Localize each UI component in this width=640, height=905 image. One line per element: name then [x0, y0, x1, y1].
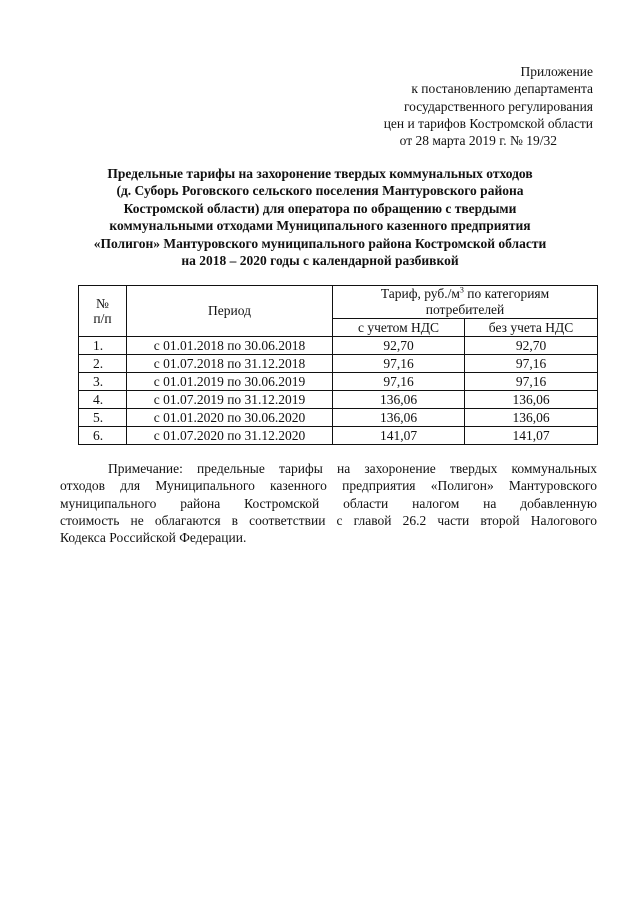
row-period: с 01.01.2018 по 30.06.2018: [127, 337, 333, 355]
row-with-vat: 136,06: [333, 391, 465, 409]
table-row: [79, 373, 598, 391]
row-with-vat: 97,16: [333, 373, 465, 391]
appendix-date-line: от 28 марта 2019 г. № 19/32: [399, 133, 557, 149]
header-tariff-text-cont: по категориям: [463, 286, 550, 301]
row-period: с 01.01.2020 по 30.06.2020: [127, 409, 333, 427]
row-without-vat: 136,06: [465, 409, 598, 427]
tariffs-table: [78, 285, 598, 445]
title-line: Предельные тарифы на захоронение твердых коммунальных отходов: [107, 166, 533, 181]
row-with-vat: 136,06: [333, 409, 465, 427]
header-without-vat: без учета НДС: [465, 319, 598, 337]
row-number: 1.: [79, 337, 127, 355]
row-without-vat: 97,16: [465, 373, 598, 391]
row-number: 3.: [79, 373, 127, 391]
appendix-line: Приложение: [520, 64, 593, 79]
note-line: Кодекса Российской Федерации.: [60, 530, 247, 546]
note-line: Примечание: предельные тарифы на захоронение твердых коммунальных: [108, 461, 597, 476]
appendix-line: государственного регулирования: [403, 98, 593, 114]
header-number-sign: №: [96, 296, 109, 311]
row-period: с 01.07.2018 по 31.12.2018: [127, 355, 333, 373]
row-without-vat: 92,70: [465, 337, 598, 355]
note-line: муниципального района Костромской области налогом на добавленную: [60, 495, 597, 511]
appendix-block: [384, 63, 593, 149]
table-row: [79, 355, 598, 373]
table-row: [79, 427, 598, 445]
row-period: с 01.01.2019 по 30.06.2019: [127, 373, 333, 391]
table-row: [79, 337, 598, 355]
header-number: [79, 286, 127, 337]
title-line: коммунальными отходами Муниципального казенного предприятия: [109, 218, 531, 234]
header-tariff: [333, 286, 598, 319]
appendix-line: к постановлению департамента: [411, 81, 593, 97]
table-row: [79, 409, 598, 427]
row-without-vat: 141,07: [465, 427, 598, 445]
note-line: отходов для Муниципального казенного предприятия «Полигон» Мантуровского: [60, 478, 597, 494]
note-line: стоимость не облагаются в соответствии с главой 26.2 части второй Налогового: [60, 512, 597, 528]
header-tariff-line2: потребителей: [425, 302, 505, 317]
row-number: 6.: [79, 427, 127, 445]
row-without-vat: 97,16: [465, 355, 598, 373]
row-with-vat: 141,07: [333, 427, 465, 445]
appendix-line: цен и тарифов Костромской области: [383, 115, 593, 131]
row-period: с 01.07.2019 по 31.12.2019: [127, 391, 333, 409]
row-number: 2.: [79, 355, 127, 373]
row-with-vat: 97,16: [333, 355, 465, 373]
header-tariff-superscript: 3: [459, 285, 464, 295]
header-period: Период: [127, 286, 333, 337]
row-period: с 01.07.2020 по 31.12.2020: [127, 427, 333, 445]
title-line: на 2018 – 2020 годы с календарной разбивкой: [181, 253, 459, 269]
row-number: 4.: [79, 391, 127, 409]
table-row: [79, 391, 598, 409]
title-line: «Полигон» Мантуровского муниципального района Костромской области: [93, 235, 547, 251]
row-without-vat: 136,06: [465, 391, 598, 409]
document-title: [60, 165, 580, 269]
title-line: Костромской области) для оператора по обращению с твердыми: [123, 200, 517, 216]
header-with-vat: с учетом НДС: [333, 319, 465, 337]
note-paragraph: [60, 460, 597, 546]
title-line: (д. Суборь Роговского сельского поселения Мантуровского района: [116, 183, 524, 199]
row-with-vat: 92,70: [333, 337, 465, 355]
header-tariff-text: Тариф, руб./м: [380, 286, 460, 301]
header-number-abbr: п/п: [93, 311, 112, 326]
row-number: 5.: [79, 409, 127, 427]
